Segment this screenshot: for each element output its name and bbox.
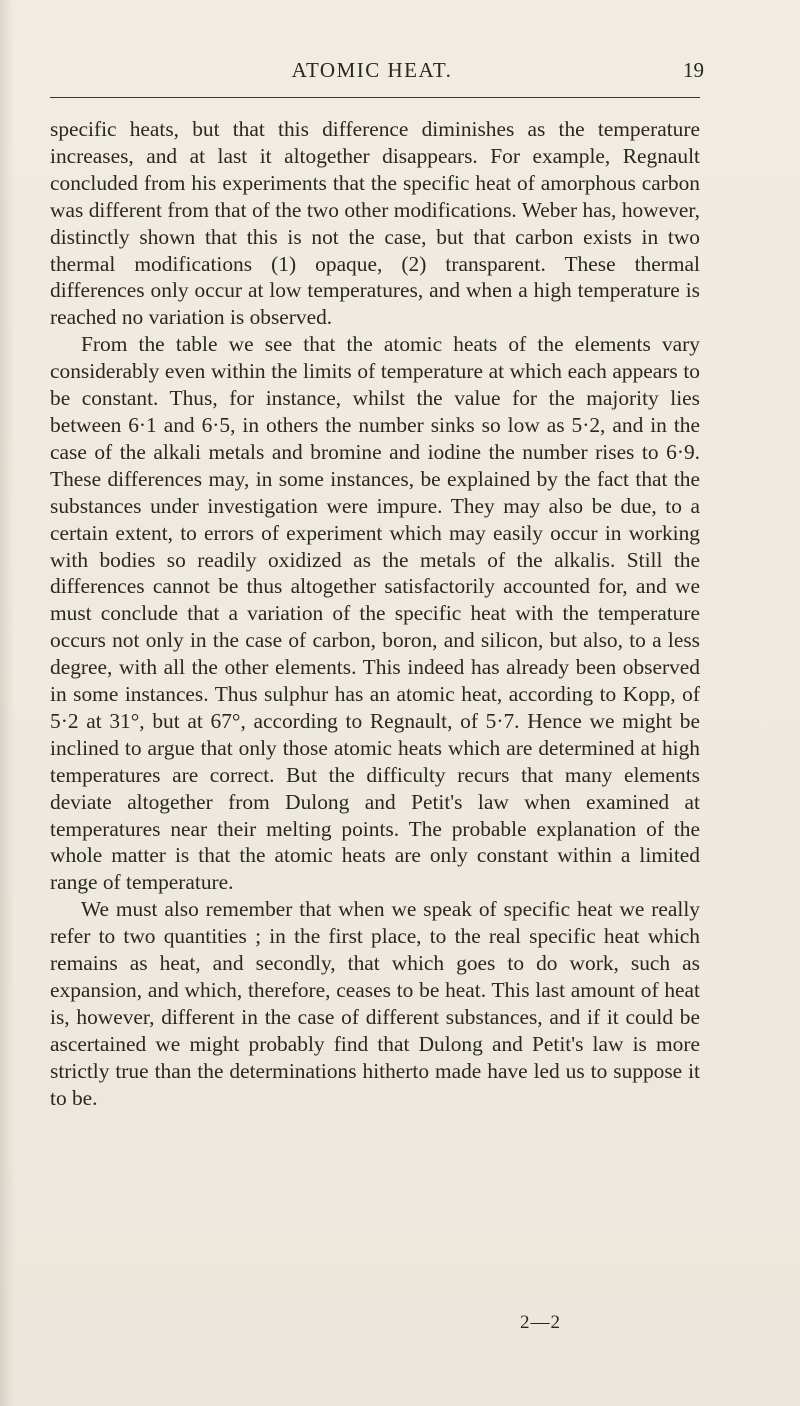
paragraph: From the table we see that the atomic heats of the elements vary considerably even within the limits of temperature at which each appears to be constant. Thus, for instance, whilst the value for the majority lies between 6·1 and 6·5, in others the number sinks so low as 5·2, and in the case of the alkali metals and bromine and iodine the number rises to 6·9. These differences may, in some instances, be explained by the fact that the substances under investigation were impure. They may also be due, to a certain extent, to errors of experiment which may easily occur in working with bodies so readily oxidized as the metals of the alkalis. Still the differences cannot be thus altogether satisfactorily accounted for, and we must conclude that a variation of the specific heat with the temperature occurs not only in the case of carbon, boron, and silicon, but also, to a less degree, with all the other elements. This indeed has already been observed in some instances. Thus sulphur has an atomic heat, according to Kopp, of 5·2 at 31°, but at 67°, according to Regnault, of 5·7. Hence we might be inclined to argue that only those atomic heats which are determined at high temperatures are correct. But the difficulty recurs that many elements deviate altogether from Dulong and Petit's law when examined at temperatures near their melting points. The probable explanation of the whole matter is that the atomic heats are only constant within a limited range of temperature. bbox=[50, 332, 700, 895]
paragraph: We must also remember that when we speak of specific heat we really refer to two quantities ; in the first place, to the real specific heat which remains as heat, and secondly, that which goes to do work, such as expansion, and which, therefore, ceases to be heat. This last amount of heat is, however, different in the case of different substances, and if it could be ascertained we might probably find that Dulong and Petit's law is more strictly true than the determinations hitherto made have led us to suppose it to be. bbox=[50, 897, 700, 1110]
paragraph: specific heats, but that this difference diminishes as the temperature increases, and at last it altogether disappears. For example, Regnault concluded from his experiments that the specific heat of amorphous carbon was different from that of the two other modifications. Weber has, however, distinctly shown that this is not the case, but that carbon exists in two thermal modifications (1) opaque, (2) transparent. These thermal differences only occur at low temperatures, and when a high temperature is reached no variation is observed. bbox=[50, 117, 700, 330]
body-text bbox=[50, 116, 700, 1112]
signature-mark: 2—2 bbox=[520, 1312, 561, 1333]
running-head: ATOMIC HEAT. bbox=[291, 58, 453, 82]
page-number: 19 bbox=[683, 58, 704, 82]
header-rule bbox=[50, 97, 700, 98]
binding-shadow bbox=[0, 0, 14, 1406]
page-header bbox=[52, 58, 704, 88]
